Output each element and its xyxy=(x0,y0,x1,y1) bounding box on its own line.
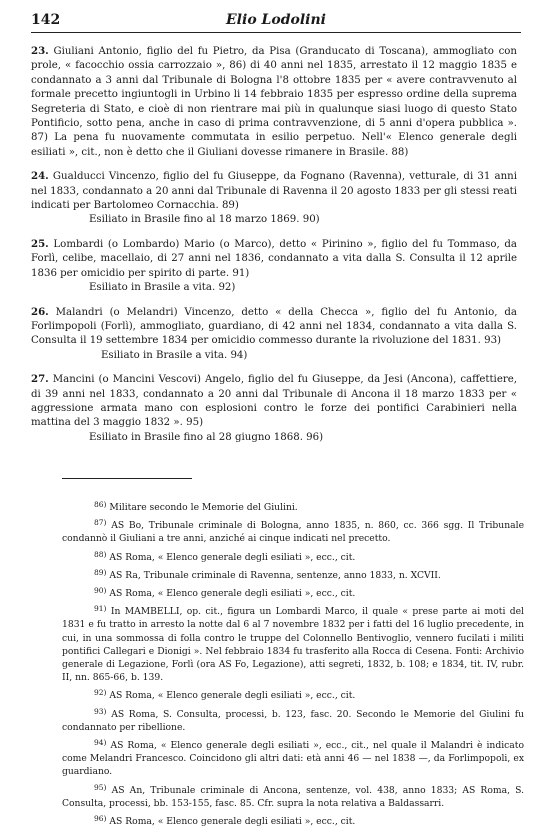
footnote-89 xyxy=(62,566,524,582)
footnote-text: AS Roma, S. Consulta, processi, b. 123, fasc. 20. Secondo le Memorie del Giulini fu condannato per ribellione. xyxy=(62,708,525,733)
entry-list xyxy=(31,44,517,454)
footnote-94 xyxy=(62,736,524,779)
footnote-mark: 94) xyxy=(94,738,107,748)
entry-number: 23. xyxy=(31,45,49,57)
footnote-mark: 87) xyxy=(94,518,107,528)
footnote-mark: 86) xyxy=(94,500,107,509)
entry-23 xyxy=(31,44,517,160)
footnote-90 xyxy=(62,584,524,600)
footnote-mark: 91) xyxy=(94,604,107,614)
footnote-text: AS Roma, « Elenco generale degli esiliati », ecc., cit. xyxy=(109,551,356,563)
entry-text: Giuliani Antonio, figlio del fu Pietro, da Pisa (Granducato di Toscana), ammogliato con prole, « facocchio ossia carrozzaio », 86) di 40 anni nel 1835, arrestato il 12 maggio 1835 e condannato a 3 anni dal Tribunale di Bologna l'8 ottobre 1835 per « avere contravvenuto al formale precetto ingiuntogli in Urbino li 14 febbraio 1835 per espresso ordine della suprema Segreteria di Stato, e cioè di non rientrare mai più in qualunque siasi luogo di questo Stato Pontificio, sotto pena, anche in caso di prima contravvenzione, di 5 anni d'opera pubblica ». 87) La pena fu nuovamente commutata in esilio perpetuo. Nell'« Elenco generale degli esiliati », cit., non è detto che il Giuliani dovesse rimanere in Brasile. 88) xyxy=(31,46,517,158)
footnote-text: Militare secondo le Memorie del Giulini. xyxy=(109,502,298,513)
footnote-text: AS An, Tribunale criminale di Ancona, sentenze, vol. 438, anno 1833; AS Roma, S. Consulta, processi, bb. 153-155, fasc. 85. Cfr. supra la nota relativa a Baldassarri. xyxy=(62,784,525,809)
footnote-mark: 89) xyxy=(94,567,107,577)
footnote-text: AS Roma, « Elenco generale degli esiliati », ecc., cit. xyxy=(109,816,356,828)
footnote-96 xyxy=(62,812,524,828)
footnote-mark: 95) xyxy=(94,782,107,792)
entry-text: Lombardi (o Lombardo) Mario (o Marco), detto « Pirinino », figlio del fu Tommaso, da Forlì, celibe, macellaio, di 27 anni nel 1836, condannato a vita dalla S. Consulta il 12 aprile 1836 per omicidio per spirito di parte. 91) xyxy=(31,238,517,279)
footnote-text: AS Roma, « Elenco generale degli esiliati », ecc., cit. xyxy=(109,588,356,600)
footnotes xyxy=(62,498,524,830)
footnote-text: AS Roma, « Elenco generale degli esiliati », ecc., cit. xyxy=(109,690,356,702)
exile-note: Esiliato in Brasile a vita. 92) xyxy=(89,282,236,294)
entry-26 xyxy=(31,305,517,364)
page-header xyxy=(31,8,521,33)
footnote-divider xyxy=(62,478,192,479)
exile-note: Esiliato in Brasile fino al 18 marzo 1869. 90) xyxy=(89,214,320,226)
page-number: 142 xyxy=(31,12,61,28)
entry-text: Gualducci Vincenzo, figlio del fu Giuseppe, da Fognano (Ravenna), vetturale, di 31 anni nel 1833, condannato a 20 anni dal Tribunale di Ravenna il 20 agosto 1833 per gli stessi reati indicati per Bartolomeo Cornacchia. 89) xyxy=(31,171,517,212)
footnote-mark: 92) xyxy=(94,688,107,698)
exile-note: Esiliato in Brasile a vita. 94) xyxy=(101,349,248,361)
entry-number: 25. xyxy=(31,237,49,250)
footnote-93 xyxy=(62,705,524,734)
footnote-95 xyxy=(62,781,524,810)
footnote-86 xyxy=(62,498,524,514)
entry-number: 26. xyxy=(31,305,49,318)
footnote-mark: 96) xyxy=(94,814,107,824)
footnote-91 xyxy=(62,602,524,684)
footnote-88 xyxy=(62,548,524,564)
footnote-text: AS Roma, « Elenco generale degli esiliati », ecc., cit., nel quale il Malandri è indicato come Melandri Francesco. Coincidono gli altri dati: età anni 46 — nel 1838 —, da Forlimpopoli, ex guardiano. xyxy=(62,740,524,778)
entry-number: 24. xyxy=(31,170,49,183)
entry-number: 27. xyxy=(31,373,49,386)
footnote-text: AS Bo, Tribunale criminale di Bologna, anno 1835, n. 860, cc. 366 sgg. Il Tribunale condannò il Giuliani a tre anni, anziché ai cinque indicati nel precetto. xyxy=(62,520,524,545)
footnote-92 xyxy=(62,686,524,702)
exile-note: Esiliato in Brasile fino al 28 giugno 1868. 96) xyxy=(89,431,324,443)
footnote-mark: 93) xyxy=(94,706,107,716)
running-head: Elio Lodolini xyxy=(226,12,326,28)
entry-24 xyxy=(31,169,517,228)
entry-27 xyxy=(31,372,517,445)
footnote-87 xyxy=(62,516,524,545)
entry-text: Mancini (o Mancini Vescovi) Angelo, figlio del fu Giuseppe, da Jesi (Ancona), caffettiere, di 39 anni nel 1833, condannato a 20 anni dal Tribunale di Ancona il 18 marzo 1833 per « aggressione armata mano con esplosioni contro le forze dei pontifici Carabinieri nella mattina del 3 maggio 1832 ». 95) xyxy=(31,374,517,429)
entry-text: Malandri (o Melandri) Vincenzo, detto « della Checca », figlio del fu Antonio, da Forlimpopoli (Forlì), ammogliato, guardiano, di 42 anni nel 1834, condannato a vita dalla S. Consulta il 19 settembre 1834 per omicidio commesso durante la rivoluzione del 1831. 93) xyxy=(31,306,517,347)
entry-25 xyxy=(31,237,517,296)
footnote-mark: 90) xyxy=(94,586,107,596)
footnote-mark: 88) xyxy=(94,549,107,559)
footnote-text: AS Ra, Tribunale criminale di Ravenna, sentenze, anno 1833, n. XCVII. xyxy=(109,569,441,581)
footnote-text: In MAMBELLI, op. cit., figura un Lombardi Marco, il quale « prese parte ai moti del 1831 e fu tratto in arresto la notte dal 6 al 7 novembre 1832 per i fatti del 16 luglio precedente, in cui, in una sommossa di folla contro le truppe del Colonnello Bentivoglio, vennero fucilati i militi pontifici Callegari e Dionigi ». Nel febbraio 1834 fu trasferito alla Rocca di Cesena. Fonti: Archivio generale di Legazione, Forlì (ora AS Fo, Legazione), atti segreti, 1832, b. 108; e 1834, tit. IV, rubr. II, nn. 865-66, b. 139. xyxy=(62,606,524,684)
